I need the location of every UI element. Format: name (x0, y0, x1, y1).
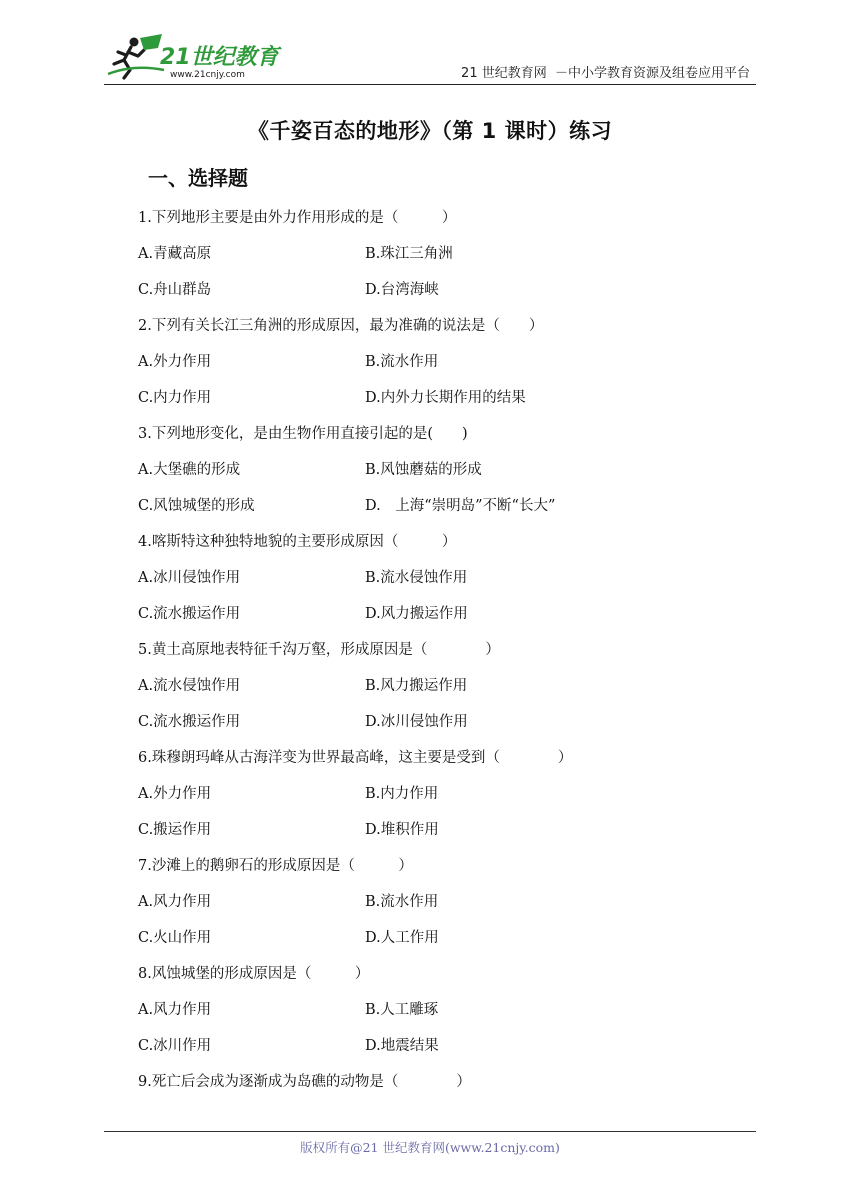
question-list (138, 200, 758, 1100)
option-b: B.流水作用 (365, 894, 439, 910)
option-a: A.冰川侵蚀作用 (138, 570, 241, 586)
option-b: B.流水侵蚀作用 (365, 570, 468, 586)
question-stem: 3.下列地形变化，是由生物作用直接引起的是( ) (138, 426, 468, 442)
question-stem: 8.风蚀城堡的形成原因是（ ） (138, 966, 370, 982)
footer-divider (104, 1131, 756, 1132)
option-row (138, 920, 758, 956)
option-c: C.风蚀城堡的形成 (138, 498, 255, 514)
option-row (138, 236, 758, 272)
option-c: C.冰川作用 (138, 1038, 212, 1054)
option-b: B.珠江三角洲 (365, 246, 453, 262)
option-a: A.大堡礁的形成 (138, 462, 241, 478)
option-row (138, 488, 758, 524)
logo-url: www.21cnjy.com (170, 70, 245, 80)
option-b: B.人工雕琢 (365, 1002, 439, 1018)
option-row (138, 668, 758, 704)
question-stem: 4.喀斯特这种独特地貌的主要形成原因（ ） (138, 534, 457, 550)
question-stem: 2.下列有关长江三角洲的形成原因，最为准确的说法是（ ） (138, 318, 544, 334)
option-row (138, 776, 758, 812)
option-c: C.流水搬运作用 (138, 606, 241, 622)
option-row (138, 344, 758, 380)
option-c: C.搬运作用 (138, 822, 212, 838)
option-row (138, 884, 758, 920)
option-c: C.内力作用 (138, 390, 212, 406)
option-b: B.内力作用 (365, 786, 439, 802)
question-stem: 7.沙滩上的鹅卵石的形成原因是（ ） (138, 858, 413, 874)
option-a: A.风力作用 (138, 894, 212, 910)
header-divider (104, 84, 756, 85)
question-stem: 5.黄土高原地表特征千沟万壑，形成原因是（ ） (138, 642, 500, 658)
question-stem: 6.珠穆朗玛峰从古海洋变为世界最高峰，这主要是受到（ ） (138, 750, 573, 766)
option-d: D.风力搬运作用 (365, 606, 468, 622)
header-platform-text: 21 世纪教育网 －中小学教育资源及组卷应用平台 (461, 66, 750, 81)
section-heading: 一、选择题 (148, 166, 248, 190)
option-d: D.堆积作用 (365, 822, 439, 838)
option-row (138, 272, 758, 308)
runner-icon (108, 34, 164, 78)
option-d: D.地震结果 (365, 1038, 439, 1054)
option-c: C.流水搬运作用 (138, 714, 241, 730)
question-stem: 9.死亡后会成为逐渐成为岛礁的动物是（ ） (138, 1074, 471, 1090)
option-row (138, 596, 758, 632)
option-d: D.内外力长期作用的结果 (365, 390, 526, 406)
option-b: B.流水作用 (365, 354, 439, 370)
option-d: D.冰川侵蚀作用 (365, 714, 468, 730)
option-row (138, 380, 758, 416)
logo (104, 30, 284, 82)
option-d: D. 上海“崇明岛”不断“长大” (365, 498, 556, 514)
option-d: D.台湾海峡 (365, 282, 439, 298)
page-title: 《千姿百态的地形》（第 1 课时）练习 (247, 119, 613, 143)
option-c: C.火山作用 (138, 930, 212, 946)
option-row (138, 1028, 758, 1064)
option-row (138, 812, 758, 848)
option-row (138, 992, 758, 1028)
question-stem: 1.下列地形主要是由外力作用形成的是（ ） (138, 210, 457, 226)
option-a: A.外力作用 (138, 786, 212, 802)
option-a: A.流水侵蚀作用 (138, 678, 241, 694)
option-a: A.外力作用 (138, 354, 212, 370)
option-row (138, 452, 758, 488)
footer-copyright: 版权所有@21 世纪教育网(www.21cnjy.com) (300, 1140, 560, 1155)
option-b: B.风力搬运作用 (365, 678, 468, 694)
option-c: C.舟山群岛 (138, 282, 212, 298)
option-row (138, 560, 758, 596)
option-a: A.风力作用 (138, 1002, 212, 1018)
option-row (138, 704, 758, 740)
option-a: A.青藏高原 (138, 246, 212, 262)
option-d: D.人工作用 (365, 930, 439, 946)
logo-text: 21世纪教育 (160, 45, 279, 70)
option-b: B.风蚀蘑菇的形成 (365, 462, 482, 478)
